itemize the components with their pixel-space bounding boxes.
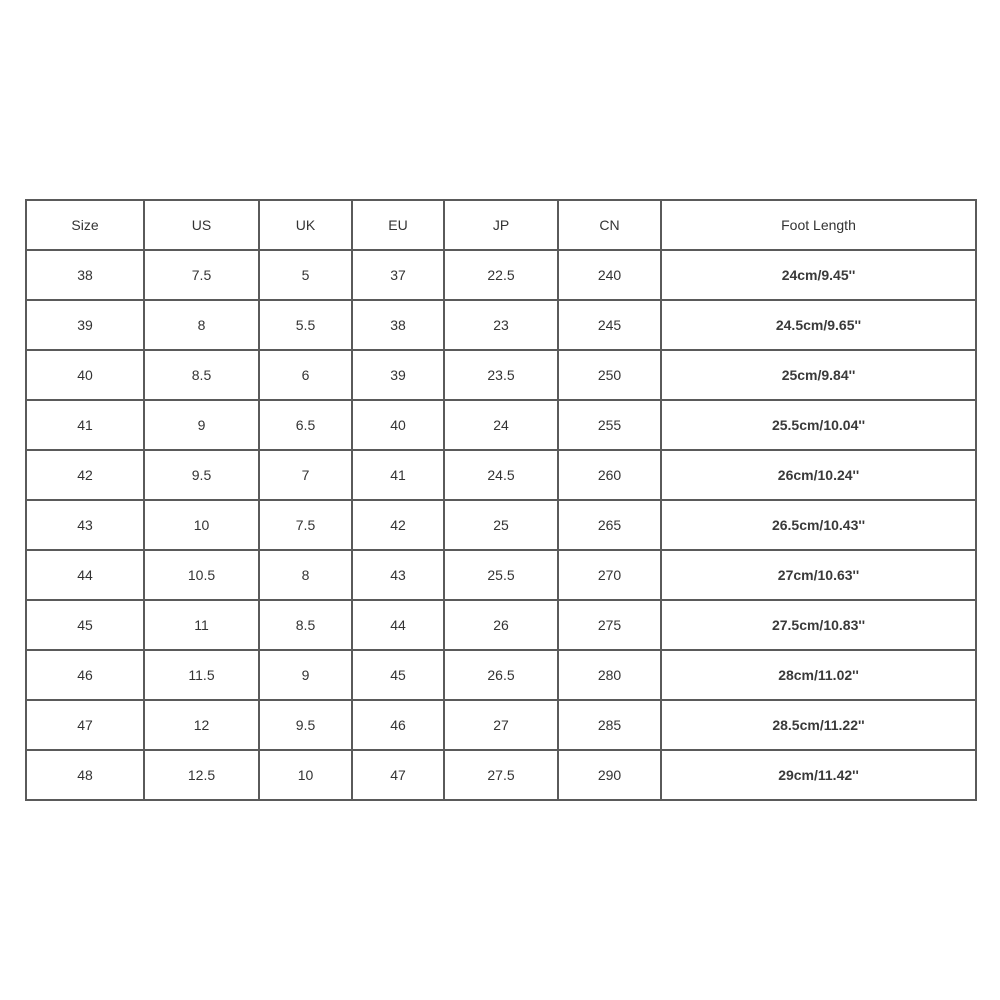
cell-eu: 40 xyxy=(352,400,444,450)
cell-jp: 23 xyxy=(444,300,558,350)
cell-us: 12.5 xyxy=(144,750,259,800)
cell-foot-length: 25cm/9.84'' xyxy=(661,350,976,400)
cell-us: 7.5 xyxy=(144,250,259,300)
header-uk: UK xyxy=(259,200,352,250)
cell-eu: 38 xyxy=(352,300,444,350)
cell-size: 43 xyxy=(26,500,144,550)
cell-jp: 24.5 xyxy=(444,450,558,500)
table-row xyxy=(26,650,976,700)
header-cn: CN xyxy=(558,200,661,250)
cell-cn: 280 xyxy=(558,650,661,700)
cell-jp: 27 xyxy=(444,700,558,750)
cell-us: 10 xyxy=(144,500,259,550)
table-row xyxy=(26,350,976,400)
cell-cn: 290 xyxy=(558,750,661,800)
cell-eu: 45 xyxy=(352,650,444,700)
table-body xyxy=(26,250,976,800)
header-jp: JP xyxy=(444,200,558,250)
cell-jp: 24 xyxy=(444,400,558,450)
cell-size: 40 xyxy=(26,350,144,400)
cell-jp: 26.5 xyxy=(444,650,558,700)
header-foot-length: Foot Length xyxy=(661,200,976,250)
cell-foot-length: 25.5cm/10.04'' xyxy=(661,400,976,450)
cell-cn: 270 xyxy=(558,550,661,600)
cell-foot-length: 27cm/10.63'' xyxy=(661,550,976,600)
cell-eu: 39 xyxy=(352,350,444,400)
cell-size: 48 xyxy=(26,750,144,800)
cell-eu: 44 xyxy=(352,600,444,650)
cell-size: 42 xyxy=(26,450,144,500)
cell-eu: 43 xyxy=(352,550,444,600)
cell-jp: 25 xyxy=(444,500,558,550)
cell-uk: 7.5 xyxy=(259,500,352,550)
cell-eu: 41 xyxy=(352,450,444,500)
cell-size: 39 xyxy=(26,300,144,350)
cell-size: 38 xyxy=(26,250,144,300)
table-row xyxy=(26,400,976,450)
table-row xyxy=(26,300,976,350)
cell-size: 44 xyxy=(26,550,144,600)
table-row xyxy=(26,500,976,550)
cell-foot-length: 28.5cm/11.22'' xyxy=(661,700,976,750)
header-eu: EU xyxy=(352,200,444,250)
table-row xyxy=(26,750,976,800)
cell-us: 10.5 xyxy=(144,550,259,600)
cell-size: 46 xyxy=(26,650,144,700)
cell-jp: 25.5 xyxy=(444,550,558,600)
cell-uk: 6 xyxy=(259,350,352,400)
cell-foot-length: 28cm/11.02'' xyxy=(661,650,976,700)
header-us: US xyxy=(144,200,259,250)
cell-us: 11.5 xyxy=(144,650,259,700)
table-row xyxy=(26,250,976,300)
cell-uk: 8 xyxy=(259,550,352,600)
cell-us: 9.5 xyxy=(144,450,259,500)
cell-foot-length: 26.5cm/10.43'' xyxy=(661,500,976,550)
cell-uk: 5.5 xyxy=(259,300,352,350)
cell-cn: 250 xyxy=(558,350,661,400)
cell-us: 9 xyxy=(144,400,259,450)
size-chart-table xyxy=(25,199,977,801)
cell-foot-length: 27.5cm/10.83'' xyxy=(661,600,976,650)
table-row xyxy=(26,600,976,650)
cell-eu: 42 xyxy=(352,500,444,550)
header-size: Size xyxy=(26,200,144,250)
cell-uk: 7 xyxy=(259,450,352,500)
cell-jp: 26 xyxy=(444,600,558,650)
cell-size: 41 xyxy=(26,400,144,450)
cell-uk: 8.5 xyxy=(259,600,352,650)
cell-uk: 10 xyxy=(259,750,352,800)
cell-us: 11 xyxy=(144,600,259,650)
cell-cn: 260 xyxy=(558,450,661,500)
cell-cn: 245 xyxy=(558,300,661,350)
cell-size: 47 xyxy=(26,700,144,750)
cell-cn: 265 xyxy=(558,500,661,550)
cell-cn: 275 xyxy=(558,600,661,650)
cell-eu: 37 xyxy=(352,250,444,300)
table-row xyxy=(26,700,976,750)
cell-uk: 9.5 xyxy=(259,700,352,750)
cell-uk: 9 xyxy=(259,650,352,700)
table-row xyxy=(26,450,976,500)
cell-cn: 255 xyxy=(558,400,661,450)
header-row xyxy=(26,200,976,250)
cell-foot-length: 29cm/11.42'' xyxy=(661,750,976,800)
cell-us: 8.5 xyxy=(144,350,259,400)
cell-foot-length: 24.5cm/9.65'' xyxy=(661,300,976,350)
cell-uk: 6.5 xyxy=(259,400,352,450)
cell-eu: 47 xyxy=(352,750,444,800)
cell-cn: 240 xyxy=(558,250,661,300)
cell-foot-length: 24cm/9.45'' xyxy=(661,250,976,300)
table-row xyxy=(26,550,976,600)
cell-uk: 5 xyxy=(259,250,352,300)
cell-jp: 27.5 xyxy=(444,750,558,800)
cell-jp: 22.5 xyxy=(444,250,558,300)
cell-foot-length: 26cm/10.24'' xyxy=(661,450,976,500)
cell-size: 45 xyxy=(26,600,144,650)
cell-eu: 46 xyxy=(352,700,444,750)
cell-cn: 285 xyxy=(558,700,661,750)
cell-jp: 23.5 xyxy=(444,350,558,400)
cell-us: 8 xyxy=(144,300,259,350)
cell-us: 12 xyxy=(144,700,259,750)
